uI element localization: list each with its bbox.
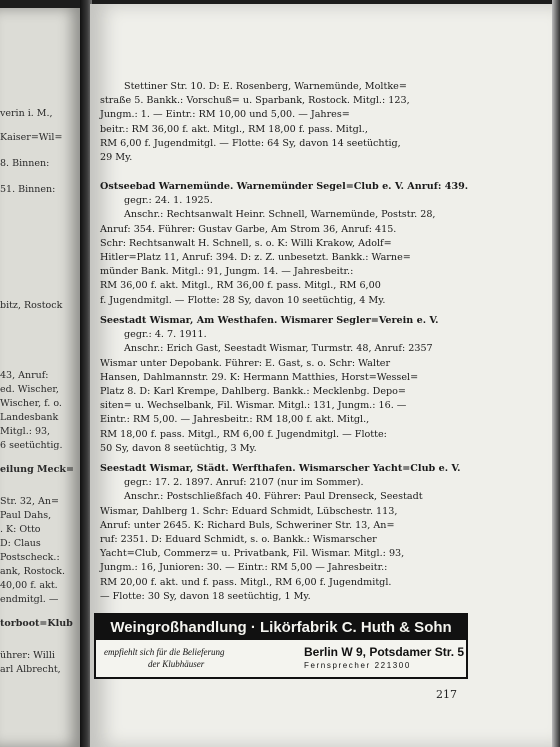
left-fragment: bitz, Rostock [0, 300, 63, 311]
ad-tagline-line: empfiehlt sich für die Belieferung [104, 647, 225, 657]
left-fragment: torboot=Klub [0, 618, 73, 629]
entry-line: Jungm.: 16, Junioren: 30. — Eintr.: RM 5,00 — Jahresbeitr.: [100, 562, 388, 574]
entry-heading: Seestadt Wismar, Am Westhafen. Wismarer Segler=Verein e. V. [100, 315, 439, 326]
left-fragment: D: Claus [0, 538, 41, 549]
entry-founded: gegr.: 24. 1. 1925. [124, 195, 213, 207]
entry-line: siten= u. Wechselbank, Fil. Wismar. Mitgl.: 131, Jungm.: 16. — [100, 400, 407, 412]
left-fragment: 8. Binnen: [0, 158, 50, 169]
left-fragment: Postscheck.: [0, 552, 60, 563]
entry-wismar-segler [100, 314, 500, 456]
entry-warnemuende [100, 180, 500, 308]
left-fragment: Str. 32, An= [0, 496, 59, 507]
entry-line: münder Bank. Mitgl.: 91, Jungm. 14. — Jahresbeitr.: [100, 266, 354, 278]
entry-line: RM 20,00 f. akt. und f. pass. Mitgl., RM 6,00 f. Jugendmitgl. [100, 576, 392, 588]
entry-line: RM 18,00 f. pass. Mitgl., RM 6,00 f. Jugendmitgl. — Flotte: [100, 428, 387, 440]
left-page [0, 8, 82, 747]
entry-line: Stettiner Str. 10. D: E. Rosenberg, Warnemünde, Moltke= [124, 81, 407, 92]
ad-tagline-line: der Klubhäuser [148, 659, 205, 669]
entry-heading: Ostseebad Warnemünde. Warnemünder Segel=Club e. V. Anruf: 439. [100, 181, 469, 192]
left-fragment: 6 seetüchtig. [0, 440, 63, 451]
entry-founded: gegr.: 4. 7. 1911. [124, 329, 207, 341]
entry-line: ruf: 2351. D: Eduard Schmidt, s. o. Bankk.: Wismarscher [100, 534, 377, 546]
entry-line: Anschr.: Rechtsanwalt Heinr. Schnell, Warnemünde, Poststr. 28, [124, 209, 436, 221]
entry-wismar-yacht [100, 462, 500, 604]
entry-line: Wismar unter Depobank. Führer: E. Gast, s. o. Schr: Walter [100, 357, 391, 369]
entry-line: 29 My. [100, 152, 133, 164]
entry-line: RM 6,00 f. Jugendmitgl. — Flotte: 64 Sy, davon 14 seetüchtig, [100, 137, 401, 149]
entry-line: f. Jugendmitgl. — Flotte: 28 Sy, davon 10 seetüchtig, 4 My. [100, 294, 386, 306]
page-number: 217 [436, 688, 457, 701]
left-fragment: Wischer, f. o. [0, 398, 62, 409]
entry-line: Hitler=Platz 11, Anruf: 394. D: z. Z. unbesetzt. Bankk.: Warne= [100, 252, 411, 264]
entry-line: Anschr.: Erich Gast, Seestadt Wismar, Turmstr. 48, Anruf: 2357 [124, 343, 433, 355]
entry-line: Eintr.: RM 5,00. — Jahresbeitr.: RM 18,00 f. akt. Mitgl., [100, 414, 370, 426]
left-fragment: Mitgl.: 93, [0, 426, 51, 437]
entry-line: beitr.: RM 36,00 f. akt. Mitgl., RM 18,00 f. pass. Mitgl., [100, 123, 368, 135]
entry-line: Wismar, Dahlberg 1. Schr: Eduard Schmidt, Lübschestr. 113, [100, 505, 398, 517]
left-fragment: ank, Rostock. [0, 566, 65, 577]
ad-contact [304, 645, 464, 672]
left-fragment: 40,00 f. akt. [0, 580, 58, 591]
ad-headline: Weingroßhandlung · Likörfabrik C. Huth & Sohn [96, 615, 466, 640]
left-fragment: verin i. M., [0, 108, 53, 119]
entry-line: Jungm.: 1. — Eintr.: RM 10,00 und 5,00. — Jahres= [100, 109, 350, 121]
ad-address: Berlin W 9, Potsdamer Str. 5 [304, 645, 465, 659]
left-fragment: Paul Dahs, [0, 510, 52, 521]
entry-line: straße 5. Bankk.: Vorschuß= u. Sparbank, Rostock. Mitgl.: 123, [100, 95, 410, 107]
left-fragment: Kaiser=Wil= [0, 132, 63, 143]
page-edge [552, 0, 560, 747]
advertisement [94, 613, 468, 679]
entry-line: Hansen, Dahlmannstr. 29. K: Hermann Matthies, Horst=Wessel= [100, 371, 419, 383]
entry-continued [100, 80, 500, 165]
left-fragment: ed. Wischer, [0, 384, 59, 395]
left-fragment: eilung Meck= [0, 464, 74, 475]
entry-founded: gegr.: 17. 2. 1897. Anruf: 2107 (nur im Sommer). [124, 477, 364, 489]
entry-line: Anruf: 354. Führer: Gustav Garbe, Am Strom 36, Anruf: 415. [100, 223, 397, 235]
left-fragment: ührer: Willi [0, 650, 55, 661]
entry-line: Yacht=Club, Commerz= u. Privatbank, Fil. Wismar. Mitgl.: 93, [100, 548, 405, 560]
ad-phone: Fernsprecher 221300 [304, 661, 411, 670]
left-fragment: . K: Otto [0, 524, 41, 535]
entry-line: Anschr.: Postschließfach 40. Führer: Paul Drenseck, Seestadt [124, 491, 423, 503]
entry-heading: Seestadt Wismar, Städt. Werfthafen. Wismarscher Yacht=Club e. V. [100, 463, 461, 474]
entry-line: 50 Sy, davon 8 seetüchtig, 3 My. [100, 442, 257, 454]
entry-line: Platz 8. D: Karl Krempe, Dahlberg. Bankk.: Mecklenbg. Depo= [100, 386, 406, 398]
left-fragment: endmitgl. — [0, 594, 59, 605]
left-fragment: 51. Binnen: [0, 184, 56, 195]
entry-line: RM 36,00 f. akt. Mitgl., RM 36,00 f. pass. Mitgl., RM 6,00 [100, 280, 381, 292]
ad-tagline [104, 646, 224, 670]
left-fragment: arl Albrecht, [0, 664, 61, 675]
entry-line: Anruf: unter 2645. K: Richard Buls, Schweriner Str. 13, An= [100, 519, 395, 531]
left-fragment: Landesbank [0, 412, 59, 423]
entry-line: — Flotte: 30 Sy, davon 18 seetüchtig, 1 My. [100, 590, 311, 602]
left-fragment: 43, Anruf: [0, 370, 49, 381]
entry-line: Schr: Rechtsanwalt H. Schnell, s. o. K: Willi Krakow, Adolf= [100, 237, 392, 249]
right-page [90, 4, 552, 747]
